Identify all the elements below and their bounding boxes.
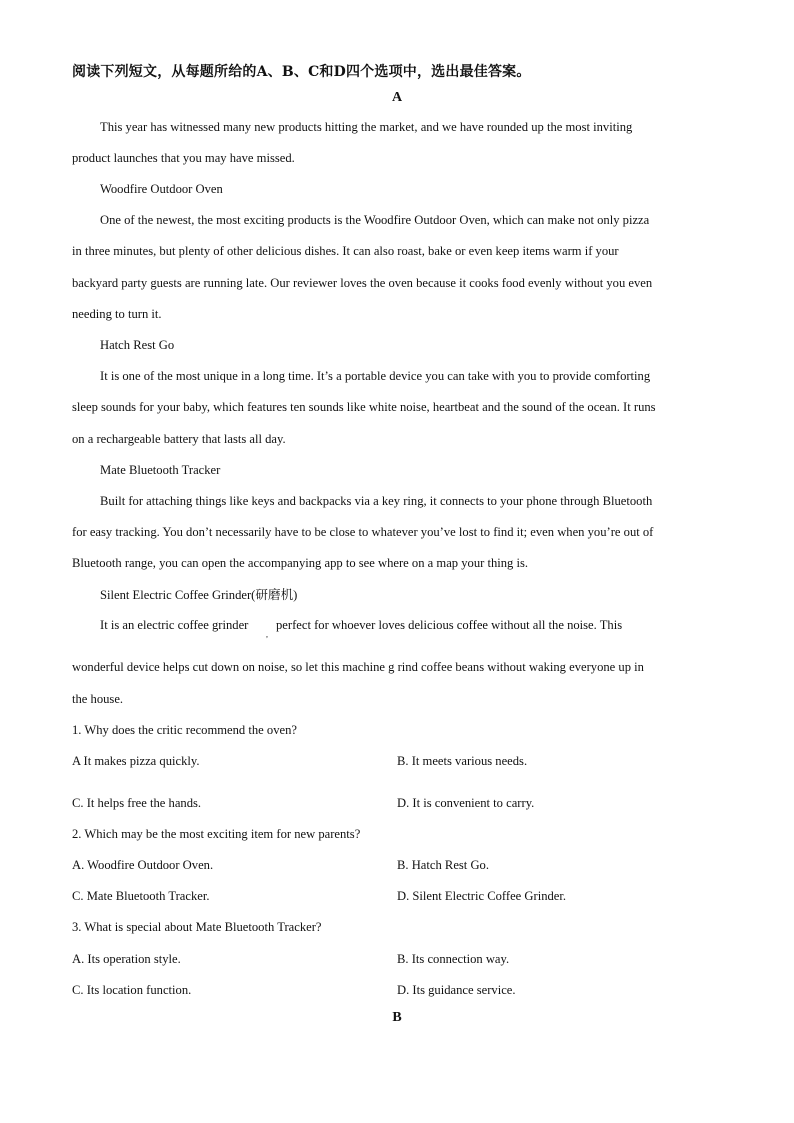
- intro-line-1: This year has witnessed many new products hitting the market, and we have rounded up the most inviting: [100, 120, 633, 134]
- question-2-option-c[interactable]: C. Mate Bluetooth Tracker.: [72, 889, 210, 903]
- hatch-line-2: sleep sounds for your baby, which features ten sounds like white noise, heartbeat and the sound of the ocean. It runs: [72, 400, 656, 414]
- question-1-stem: 1. Why does the critic recommend the oven?: [72, 723, 297, 737]
- grinder-line-1b: perfect for whoever loves delicious coffee without all the noise. This: [276, 618, 623, 632]
- question-3-option-d[interactable]: D. Its guidance service.: [397, 983, 516, 997]
- question-1-option-b[interactable]: B. It meets various needs.: [397, 754, 528, 768]
- grinder-line-2: wonderful device helps cut down on noise, so let this machine g rind coffee beans without waking everyone up in: [72, 660, 644, 674]
- section-a-label: A: [391, 90, 403, 105]
- intro-line-2: product launches that you may have missed.: [72, 151, 295, 165]
- question-1-option-d[interactable]: D. It is convenient to carry.: [397, 796, 535, 810]
- grinder-line-3: the house.: [72, 692, 124, 706]
- oven-line-2: in three minutes, but plenty of other delicious dishes. It can also roast, bake or even keep items warm if your: [72, 244, 619, 258]
- tracker-line-2: for easy tracking. You don’t necessarily have to be close to whatever you’ve lost to find it; even when you’re out of: [72, 525, 654, 539]
- grinder-line-1a: It is an electric coffee grinder: [100, 618, 249, 632]
- question-3-option-b[interactable]: B. Its connection way.: [397, 952, 510, 966]
- question-2-option-b[interactable]: B. Hatch Rest Go.: [397, 858, 489, 872]
- tracker-line-1: Built for attaching things like keys and backpacks via a key ring, it connects to your phone through Bluetooth: [100, 494, 653, 508]
- section-b-label: B: [392, 1010, 402, 1025]
- oven-line-3: backyard party guests are running late. Our reviewer loves the oven because it cooks food evenly without you even: [72, 276, 653, 290]
- hatch-line-1: It is one of the most unique in a long time. It’s a portable device you can take with you to provide comforting: [100, 369, 651, 383]
- question-3-option-c[interactable]: C. Its location function.: [72, 983, 192, 997]
- product-title-hatch: Hatch Rest Go: [100, 338, 175, 352]
- stray-comma-mark: ,: [266, 630, 268, 639]
- question-2-option-a[interactable]: A. Woodfire Outdoor Oven.: [72, 858, 214, 872]
- question-2-stem: 2. Which may be the most exciting item for new parents?: [72, 827, 361, 841]
- question-1-option-a[interactable]: A It makes pizza quickly.: [72, 754, 200, 768]
- product-title-tracker: Mate Bluetooth Tracker: [100, 463, 221, 477]
- hatch-line-3: on a rechargeable battery that lasts all day.: [72, 432, 286, 446]
- question-3-stem: 3. What is special about Mate Bluetooth Tracker?: [72, 920, 322, 934]
- question-3-option-a[interactable]: A. Its operation style.: [72, 952, 181, 966]
- tracker-line-3: Bluetooth range, you can open the accompanying app to see where on a map your thing is.: [72, 556, 529, 570]
- product-title-grinder: Silent Electric Coffee Grinder(研磨机): [100, 588, 298, 602]
- question-2-option-d[interactable]: D. Silent Electric Coffee Grinder.: [397, 889, 567, 903]
- oven-line-4: needing to turn it.: [72, 307, 162, 321]
- product-title-oven: Woodfire Outdoor Oven: [100, 182, 223, 196]
- instruction: 阅读下列短文，从每题所给的A、B、C和D四个选项中，选出最佳答案。: [72, 64, 531, 80]
- question-1-option-c[interactable]: C. It helps free the hands.: [72, 796, 202, 810]
- oven-line-1: One of the newest, the most exciting products is the Woodfire Outdoor Oven, which can make not only pizza: [100, 213, 650, 227]
